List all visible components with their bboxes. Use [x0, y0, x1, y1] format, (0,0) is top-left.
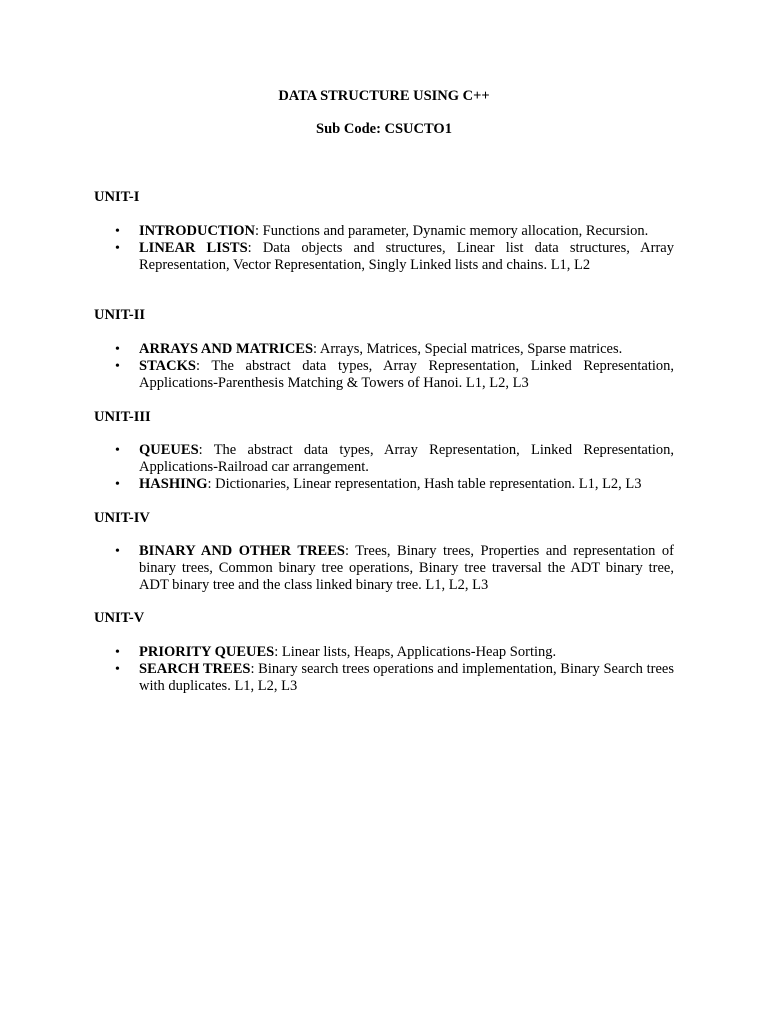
- topic-term: QUEUES: [139, 442, 199, 458]
- list-item: [115, 358, 674, 392]
- list-item: [115, 644, 674, 661]
- bullet-icon: •: [115, 477, 120, 492]
- topic-description: : Functions and parameter, Dynamic memory allocation, Recursion.: [255, 223, 649, 239]
- bullet-icon: •: [115, 359, 120, 374]
- document-title: DATA STRUCTURE USING C++: [278, 88, 490, 104]
- topic-term: INTRODUCTION: [139, 223, 256, 239]
- topic-term: HASHING: [139, 476, 208, 492]
- unit-item-list: [115, 543, 674, 594]
- topic-description: : Dictionaries, Linear representation, Hash table representation. L1, L2, L3: [207, 476, 642, 492]
- bullet-icon: •: [115, 544, 120, 559]
- list-item: [115, 543, 674, 594]
- topic-description: : Arrays, Matrices, Special matrices, Sparse matrices.: [313, 341, 623, 357]
- subject-code: Sub Code: CSUCTO1: [316, 121, 452, 137]
- unit-item-list: [115, 341, 674, 392]
- bullet-icon: •: [115, 645, 120, 660]
- unit-heading: UNIT-II: [94, 307, 146, 323]
- list-item: [115, 240, 674, 274]
- list-item: [115, 442, 674, 476]
- unit-heading: UNIT-IV: [94, 510, 150, 526]
- list-item: [115, 341, 674, 358]
- topic-term: SEARCH TREES: [139, 661, 251, 677]
- list-item: [115, 476, 674, 493]
- unit-item-list: [115, 442, 674, 493]
- topic-description: : The abstract data types, Array Representation, Linked Representation, Applications-Railroad car arrangement.: [139, 442, 674, 475]
- unit-heading: UNIT-I: [94, 189, 140, 205]
- topic-term: PRIORITY QUEUES: [139, 644, 275, 660]
- topic-description: : Trees, Binary trees, Properties and representation of binary trees, Common binary tree operations, Binary tree traversal the ADT binary tree, ADT binary tree and the class linked binary tree. L1, L2, L3: [139, 543, 674, 593]
- bullet-icon: •: [115, 443, 120, 458]
- topic-term: LINEAR LISTS: [139, 240, 248, 256]
- unit-item-list: [115, 644, 674, 695]
- list-item: [115, 223, 674, 240]
- bullet-icon: •: [115, 241, 120, 256]
- bullet-icon: •: [115, 224, 120, 239]
- unit-item-list: [115, 223, 674, 274]
- topic-description: : Linear lists, Heaps, Applications-Heap Sorting.: [274, 644, 557, 660]
- unit-heading: UNIT-V: [94, 610, 145, 626]
- topic-description: : Data objects and structures, Linear list data structures, Array Representation, Vector Representation, Singly Linked lists and chains. L1, L2: [139, 240, 674, 273]
- topic-term: STACKS: [139, 358, 196, 374]
- topic-term: ARRAYS AND MATRICES: [139, 341, 314, 357]
- list-item: [115, 661, 674, 695]
- topic-description: : Binary search trees operations and implementation, Binary Search trees with duplicates. L1, L2, L3: [139, 661, 674, 694]
- unit-heading: UNIT-III: [94, 409, 151, 425]
- topic-term: BINARY AND OTHER TREES: [139, 543, 345, 559]
- topic-description: : The abstract data types, Array Representation, Linked Representation, Applications-Parenthesis Matching & Towers of Hanoi. L1, L2, L3: [139, 358, 674, 391]
- bullet-icon: •: [115, 342, 120, 357]
- bullet-icon: •: [115, 662, 120, 677]
